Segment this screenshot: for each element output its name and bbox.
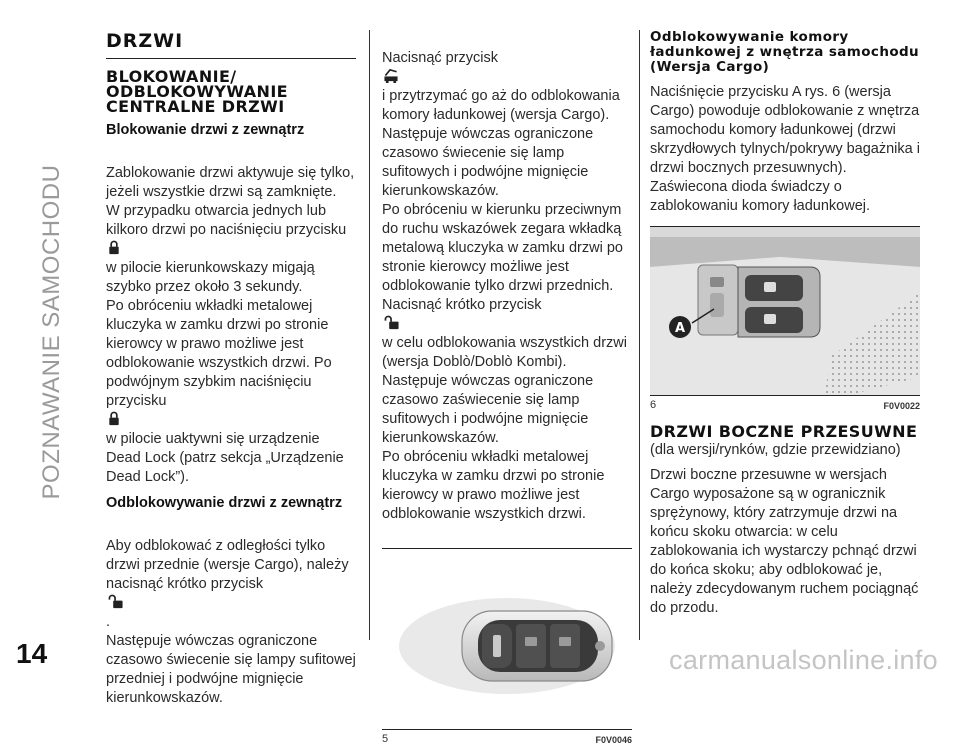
figure-code: F0V0022 (883, 401, 920, 411)
paragraph: Zablokowanie drzwi aktywuje się tylko, jeżeli wszystkie drzwi są zamknięte. W przypadku otwarcia jednych lub kilkoro drzwi po naciśnięciu przycisku w pilocie kierunkowskazy migają szybko przez około 3 sekundy. Po obróceniu wkładki metalowej kluczyka w zamku drzwi po stronie kierowcy w prawo możliwe jest odblokowanie wszystkich drzwi. Po podwójnym szybkim naciśnięciu przycisku w pilocie uaktywni się urządzenie Dead Lock (patrz sekcja „Urządzenie Dead Lock”). (106, 165, 355, 485)
section-title-sliding-doors: DRZWI BOCZNE PRZESUWNE (650, 422, 918, 441)
figure-number: 5 (382, 733, 389, 745)
chapter-side-title: POZNAWANIE SAMOCHODU (38, 164, 65, 500)
lock-closed-icon (106, 240, 122, 255)
chapter-title: DRZWI (106, 30, 356, 59)
section-title: BLOKOWANIE/ ODBLOKOWYWANIE CENTRALNE DRZWI (106, 67, 289, 116)
column-1 (106, 30, 356, 716)
column-divider (639, 30, 640, 640)
subheading-unlock-outside: Odblokowywanie drzwi z zewnątrz (106, 495, 343, 511)
paragraph: Naciśnięcie przycisku A rys. 6 (wersja Cargo) powoduje odblokowanie z wnętrza samochodu komory ładunkowej (drzwi skrzydłowych tylnych/pokrywy bagażnika i drzwi bocznych przesuwnych). Zaświecona dioda świadczy o zablokowaniu komory ładunkowej. (650, 84, 920, 214)
paragraph: Nacisnąć przycisk i przytrzymać go aż do odblokowania komory ładunkowej (wersja Cargo). Następuje wówczas ograniczone czasowo świecenie się lamp sufitowych i podwójne mignięcie kierunkowskazów. Po obróceniu w kierunku przeciwnym do ruchu wskazówek zegara wkładką metalową kluczyka w zamku drzwi po stronie kierowcy możliwe jest odblokowanie tylko drzwi przednich. Nacisnąć krótko przycisk w celu odblokowania wszystkich drzwi (wersja Doblò/Doblò Kombi). Następuje wówczas ograniczone czasowo zaświecenie się lamp sufitowych i podwójne mignięcie kierunkowskazów. Po obróceniu wkładki metalowej kluczyka w zamku drzwi po stronie kierowcy w prawo możliwe jest odblokowanie wszystkich drzwi. (382, 50, 627, 522)
subheading-lock-outside: Blokowanie drzwi z zewnątrz (106, 122, 305, 138)
page-number: 14 (16, 638, 48, 669)
subheading-cargo-unlock: Odblokowywanie komory ładunkowej z wnętrza samochodu (Wersja Cargo) (650, 29, 920, 75)
column-3 (650, 30, 920, 626)
trunk-open-icon (382, 68, 400, 83)
lock-open-icon (382, 315, 402, 330)
watermark: carmanualsonline.info (669, 645, 938, 675)
key-remote-illustration (382, 549, 632, 729)
figure-door-panel (650, 226, 920, 411)
column-2 (382, 30, 632, 745)
paragraph: Aby odblokować z odległości tylko drzwi przednie (wersje Cargo), należy nacisnąć krótko przycisk . Następuje wówczas ograniczone czasowo świecenie się lampy sufitowej przedniej i podwójne mignięcie kierunkowskazów. (106, 538, 356, 706)
lock-closed-icon (106, 411, 122, 426)
lock-open-icon (106, 594, 126, 609)
paragraph: Drzwi boczne przesuwne w wersjach Cargo wyposażone są w ogranicznik sprężynowy, który zatrzymuje drzwi na końcu skoku otwarcia: w celu zablokowania ich wystarczy pchnąć drzwi do końca skoku; aby odblokować je, należy zdecydowanym ruchem pociągnąć do przodu. (650, 467, 919, 616)
callout-a: A (674, 321, 686, 336)
door-panel-illustration (650, 227, 920, 395)
figure-key-remote (382, 548, 632, 745)
column-divider (369, 30, 370, 640)
figure-code: F0V0046 (595, 735, 632, 745)
figure-number: 6 (650, 399, 657, 411)
paragraph: (dla wersji/rynków, gdzie przewidziano) (650, 442, 901, 458)
